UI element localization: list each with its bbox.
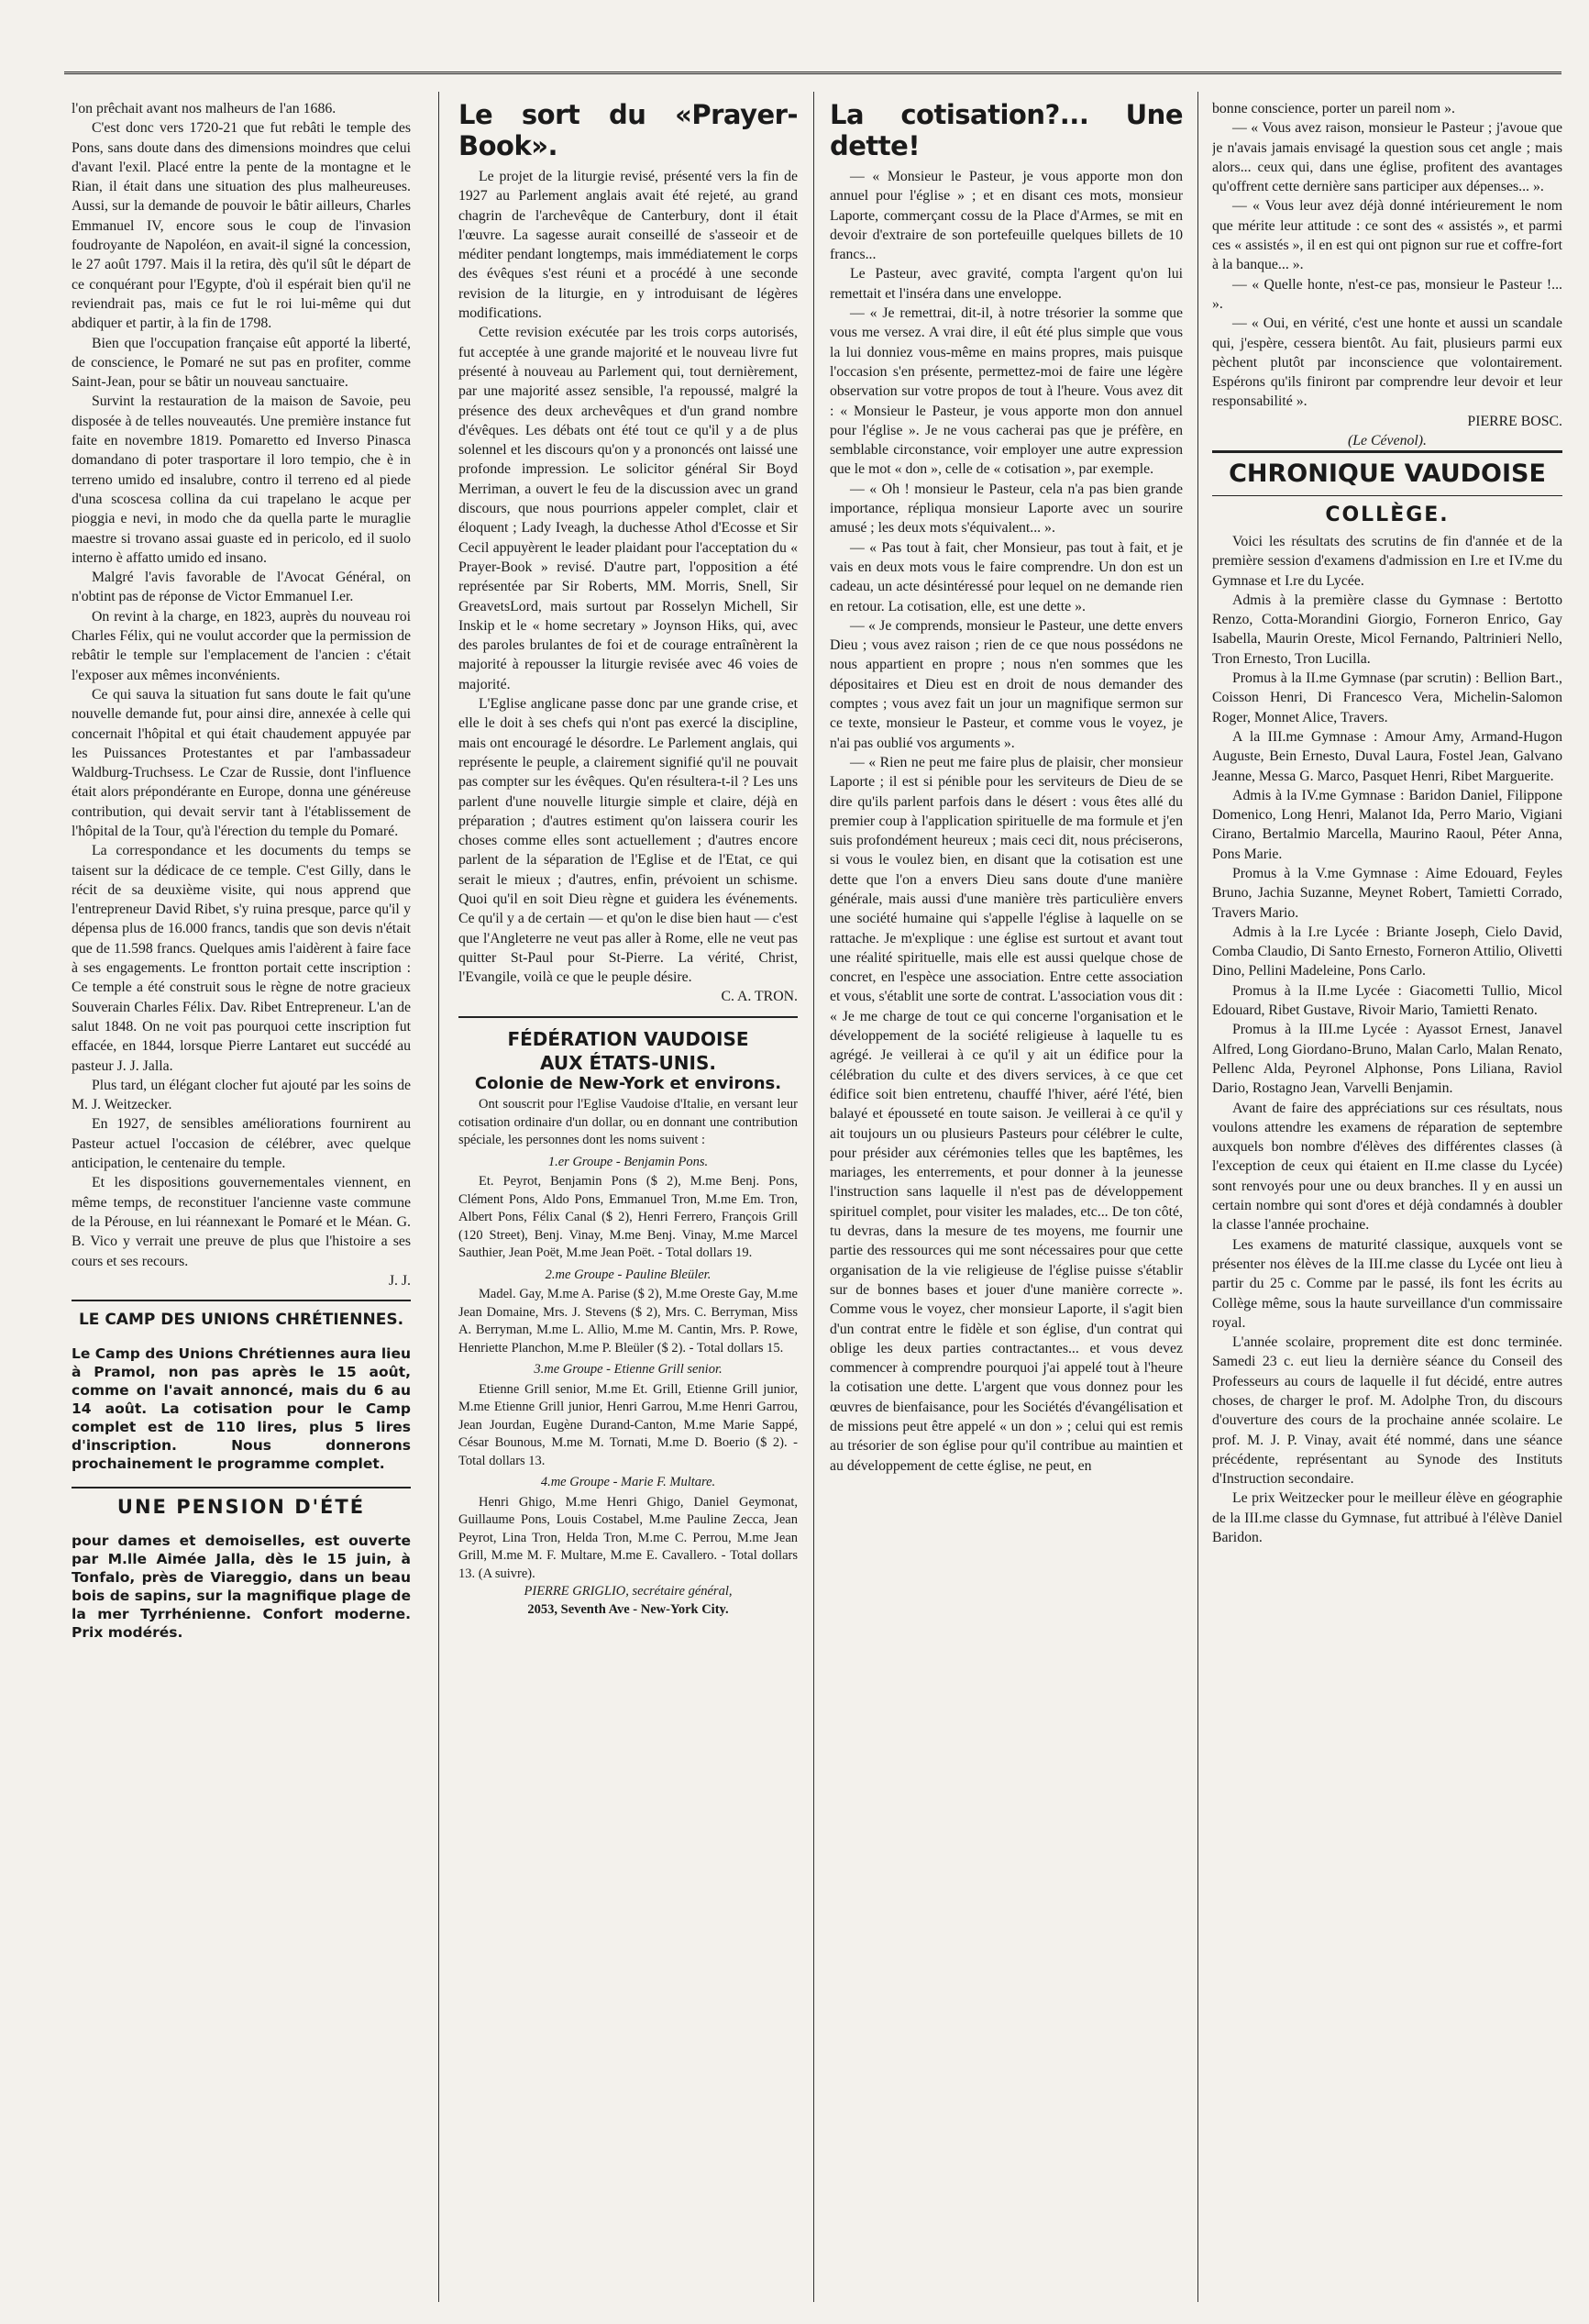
paragraph: Cette revision exécutée par les trois corps autorisés, fut acceptée à une grande majorité et le nouveau livre fut présenté à nouveau au Parlement qui, tout dernièrement, par une majorité assez sensible, l'a repoussé, malgré la présence des deux archevêques et d'un grand nombre d'évêques. Les débats ont été tout ce qu'il y a de plus solennel et les discours qu'on y a prononcés ont laissé une profonde impression. Le solicitor général Sir Boyd Merriman, a ouvert le feu de la discussion avec un grand discours, que nous pourrions appeler complet, clair et éloquent ; Lady Iveagh, la duchesse Athol d'Ecosse et Sir Cecil appuyèrent le leader plaidant pour l'acceptation du « Prayer-Book » revisé. D'autre part, l'opposition a été représentée par Sir Roberts, MM. Morris, Snell, Sir GreavetsLord, mais surtout par Rosselyn Michell, Sir Inskip et le « home secretary » Joynson Hiks, qui, avec des paroles brulantes de foi et de courage entraînèrent la majorité à repousser la liturgie revisée avec 46 voies de majorité. [458,325,798,692]
group-title: 3.me Groupe - Etienne Grill senior. [534,1362,723,1378]
paragraph: L'Eglise anglicane passe donc par une grande crise, et elle le doit à ses chefs qui n'ont pas exercé la discipline, mais ont encouragé le désordre. Le Parlement anglais, qui représente le peuple, a clairement signifié qu'il ne pouvait pas compter sur les évêques. Qu'en résultera-t-il ? Les uns parlent d'une nouvelle liturgie simple et claire, déjà en préparation ; d'autres estiment qu'on laissera courir les choses comme elles sont actuellement ; d'autres encore parlent de la séparation de l'Eglise et de l'Etat, ce qui serait le mieux ; d'autres, enfin, prévoient un schisme. Quoi qu'il en soit Dieu règne et guidera les événements. Ce qu'il y a de certain — et qu'on le dise bien haut — c'est que l'Angleterre ne veut pas aller à Rome, elle ne veut pas quitter St-Paul pour St-Pierre. La vérité, Christ, l'Evangile, voilà ce que le peuple désire. [458,696,798,986]
column-4 [1212,99,1562,2300]
paragraph: Admis à la I.re Lycée : Briante Joseph, Cielo David, Comba Claudio, Di Santo Ernesto, Forneron Attilio, Olivetti Dino, Pellini Madeleine, Pons Carlo. [1212,924,1562,979]
paragraph: Malgré l'avis favorable de l'Avocat Général, on n'obtint pas de réponse de Victor Emmanuel I.er. [72,570,411,605]
paragraph: — « Vous avez raison, monsieur le Pasteur ; j'avoue que je n'avais jamais envisagé la question sous cet angle ; mais alors... ceux qui, dans une église, profitent des avantages qu'offrent cette dernière sans participer aux dépenses... ». [1212,120,1562,195]
camp-text: Le Camp des Unions Chrétiennes aura lieu à Pramol, non pas après le 15 août, comme on l'avait annoncé, mais du 6 au 14 août. La cotisation pour le Camp complet est de 110 lires, plus 5 lires d'inscription. Nous donnerons prochainement le programme complet. [72,1345,411,1472]
federation-intro: Ont souscrit pour l'Eglise Vaudoise d'Italie, en versant leur cotisation ordinaire d'un dollar, ou en donnant une contribution spéciale, les personnes dont les noms suivent : [458,1097,798,1148]
paragraph: Les examens de maturité classique, auxquels vont se présenter nos élèves de la III.me classe du Lycée ont lieu à partir du 25 c. Comme par le passé, ils font les écrits au Collège même, sous la haute surveillance d'un commissaire royal. [1212,1236,1562,1331]
paragraph: L'année scolaire, proprement dite est donc terminée. Samedi 23 c. eut lieu la dernière séance du Conseil des Professeurs au cours de laquelle il fut décidé, entre autres choses, de charger le prof. M. Adolphe Tron, du discours d'ouverture des cours de la prochaine année scolaire. Le prof. M. J. P. Vinay, avait été nommé, dans une séance précédente, représentant au Synode des Instituts d'Instruction secondaire. [1212,1334,1562,1488]
federation-title: FÉDÉRATION VAUDOISE [507,1027,749,1050]
column-1 [72,99,411,2300]
chronique-header [1212,450,1562,495]
group-title: 4.me Groupe - Marie F. Multare. [540,1475,716,1490]
paragraph: — « Quelle honte, n'est-ce pas, monsieur le Pasteur !... ». [1212,276,1562,312]
article-signature: PIERRE BOSC. [1467,413,1562,429]
column-divider [438,92,439,2302]
paragraph: — « Monsieur le Pasteur, je vous apporte mon don annuel pour l'église » ; et en disant ces mots, monsieur Laporte, commerçant cossu de la Place d'Armes, se mit en devoir d'extraire de son portefeuille quelques billets de 10 francs... [830,169,1183,263]
article-signature: J. J. [388,1272,411,1289]
college-title: COLLÈGE. [1325,503,1450,526]
pension-ad [72,1498,411,1642]
paragraph: Promus à la III.me Lycée : Ayassot Ernest, Janavel Alfred, Long Giordano-Bruno, Malan Carlo, Malan Renato, Pellenc Alda, Peyronel Alphonse, Pons Liliana, Raviol Dario, Rostagno Jean, Varvelli Benjamin. [1212,1022,1562,1097]
group-title: 2.me Groupe - Pauline Bleüler. [545,1267,712,1282]
section-rule [72,1487,411,1488]
paragraph: Le projet de la liturgie revisé, présenté vers la fin de 1927 au Parlement anglais avait été rejeté, au grand chagrin de l'archevêque de Canterbury, dont il était l'œuvre. La sagesse aurait conseillé de s'asseoir et de méditer pendant longtemps, mais immédiatement le corps des évêques s'est réuni et a procédé à une seconde revision de la liturgie, en y introduisant de légères modifications. [458,169,798,322]
paragraph: Survint la restauration de la maison de Savoie, peu disposée à de telles nouveautés. Une première instance fut faite en novembre 1819. Pomaretto ed Inverso Pinasca domandano di poter trasportare il loro tempio, che è in terreno umido ed insalubre, contro il terreno ed al piede d'una scoscesa collina da cui trapelano le acque per pioggia e nevi, in modo che da quella parte le muraglie maestre si trovano assai guaste ed in pericolo, ed il suolo interno è affatto umido ed insano. [72,393,411,566]
column-divider [1197,92,1198,2302]
paragraph: — « Pas tout à fait, cher Monsieur, pas tout à fait, et je vais en deux mots vous le faire comprendre. Un don est un cadeau, un acte désintéressé pour lequel on ne demande rien en retour. La cotisation, elle, est une dette ». [830,539,1183,614]
section-rule [458,1016,798,1018]
paragraph: Admis à la première classe du Gymnase : Bertotto Renzo, Cotta-Morandini Giorgio, Forneron Enrico, Gay Isabella, Maurin Oreste, Micol Fernando, Paltrinieri Nello, Tron Ernesto, Tron Lucilla. [1212,592,1562,667]
paragraph: Et les dispositions gouvernementales viennent, en même temps, de reconstituer l'ancienne vaste commune de la Pérouse, en lui réannexant le Pomaré et le Méan. G. B. Vico y verrait une preuve de plus que l'histoire a ses cours et ses recours. [72,1175,411,1269]
camp-notice [72,1311,411,1473]
federation-signature: PIERRE GRIGLIO, secrétaire général, [524,1584,733,1599]
paragraph: Admis à la IV.me Gymnase : Baridon Daniel, Filippone Domenico, Long Henri, Malanot Ida, Perro Mario, Vigiani Cirano, Bertalmio Marcella, Maurino Raoul, Péter Anna, Pons Marie. [1212,787,1562,862]
column-divider [813,92,814,2302]
camp-title: LE CAMP DES UNIONS CHRÉTIENNES. [78,1311,404,1330]
paragraph: — « Je remettrai, dit-il, à notre trésorier la somme que vous me versez. A vrai dire, il eût été plus simple que vous la lui donniez vous-même en mains propres, mais puisque l'occasion s'en présente, permettez-moi de faire une légère observation sur votre propos de tout à l'heure. Vous avez dit : « Monsieur le Pasteur, je vous apporte mon don annuel pour l'église ». Je ne vous cacherai pas que je préfère, en semblable circonstance, voir employer une autre expression que le mot « don », celle de « cotisation », par exemple. [830,305,1183,478]
group-list: Et. Peyrot, Benjamin Pons ($ 2), M.me Benj. Pons, Clément Pons, Aldo Pons, Emmanuel Tron, M.me Em. Tron, Albert Pons, Félix Canal ($ 2), Henri Ferrero, François Grill (120 Street), Benj. Vinay, M.me Benj. Vinay, M.me Marcel Sauthier, Jean Poët, M.me Jean Poët. - Total dollars 19. [458,1174,798,1261]
paragraph: — « Oui, en vérité, c'est une honte et aussi un scandale qui, j'espère, cessera bientôt. Au fait, plusieurs parmi eux pèchent plutôt par inconscience que volontairement. Espérons qu'ils finiront par comprendre leur devoir et leur responsabilité ». [1212,315,1562,410]
paragraph: — « Je comprends, monsieur le Pasteur, une dette envers Dieu ; vous avez raison ; rien de ce que nous possédons ne nous appartient en propre ; nous n'en sommes que les dépositaires et Dieu est en droit de nous demander des comptes ; vous avez fait un jour un magnifique sermon sur ce texte, monsieur le Pasteur, et comme vous le voyez, je n'ai pas oublié vos arguments ». [830,617,1183,751]
chronique-title: CHRONIQUE VAUDOISE [1229,459,1546,489]
paragraph: l'on prêchait avant nos malheurs de l'an 1686. [72,101,337,116]
paragraph: En 1927, de sensibles améliorations fournirent au Pasteur actuel l'occasion de célébrer, avec quelque anticipation, le centenaire du temple. [72,1116,411,1172]
paragraph: Promus à la V.me Gymnase : Aime Edouard, Feyles Bruno, Jachia Suzanne, Meynet Robert, Tamietti Corrado, Travers Mario. [1212,865,1562,921]
pension-text: pour dames et demoiselles, est ouverte par M.lle Aimée Jalla, dès le 15 juin, à Tonfalo, près de Viareggio, dans un beau bois de sapins, sur la magnifique plage de la mer Tyrrhénienne. Confort moderne. Prix modérés. [72,1533,411,1642]
federation-title-2: AUX ÉTATS-UNIS. [540,1051,716,1074]
group-list: Henri Ghigo, M.me Henri Ghigo, Daniel Geymonat, Guillaume Pons, Louis Costabel, M.me Pauline Zecca, Jean Peyrot, Lina Tron, Helda Tron, M.me C. Perrou, M.me Jean Grill, M.me M. F. Multare, M.me E. Cavallero. - Total dollars 13. (A suivre). [458,1494,798,1581]
pension-title: UNE PENSION D'ÉTÉ [116,1496,366,1519]
paragraph: La correspondance et les documents du temps se taisent sur la dédicace de ce temple. C'est Gilly, dans le récit de sa deuxième visite, qui nous apprend que l'entrepreneur David Ribet, s'y ruina presque, parce qu'il y dépensa plus de 16.000 francs, tandis que son devis n'était que de 11.598 francs. Quelques amis l'aidèrent à faire face à ses engagements. Le frontton portait cette inscription : Ce temple a été construit sous le règne de notre gracieux Souverain Charles Félix. Dav. Ribet Entrepreneur. L'an de salut 1848. On ne voit pas pourquoi cette inscription fut effacée, en 1844, lorsque Pierre Lantaret eut succédé au pasteur J. J. Jalla. [72,843,411,1074]
federation-section [458,1027,798,1620]
group-list: Etienne Grill senior, M.me Et. Grill, Etienne Grill junior, M.me Etienne Grill junior, Henri Garrou, M.me Henri Garrou, Jean Jourdan, Eugène Durand-Canton, M.me Marie Sappé, César Bounous, M.me M. Tornati, M.me D. Boerio ($ 2). - Total dollars 13. [458,1381,798,1468]
group-title: 1.er Groupe - Benjamin Pons. [547,1154,709,1169]
section-rule [72,1300,411,1301]
paragraph: Plus tard, un élégant clocher fut ajouté par les soins de M. J. Weitzecker. [72,1077,411,1113]
paragraph: bonne conscience, porter un pareil nom ». [1212,101,1455,116]
article-source: (Le Cévenol). [1348,433,1427,449]
paragraph: — « Rien ne peut me faire plus de plaisir, cher monsieur Laporte ; il est si pénible pour les serviteurs de Dieu de se dire qu'ils parlent parfois dans le désert : vous êtes allé du premier coup à l'application spirituelle de ma formule et j'en suis profondément heureux ; mais ceci dit, nous préciserons, si vous le voulez bien, en disant que la cotisation est une dette que l'on a envers Dieu sans doute d'une manière générale, mais aussi d'une manière très particulière envers une société humaine qui s'appelle l'église à laquelle on se rattache. Je m'explique : une église est surtout et avant tout une réalité spirituelle, mais elle est aussi quelque chose de concret, en l'espèce une association. Entre cette association et vous, s'établit une sorte de contrat. L'association vous dit : « Je me charge de tout ce qui concerne l'organisation et le développement de la société religieuse à laquelle tu es agrégé. Je veillerai à ce qu'il y ait un édifice pour la célébration du culte et des divers services, à ce que cet édifice soit bien entretenu, chauffé l'hiver, aéré l'été, bien balayé et épousseté en toute saison. Je veillerai à ce qu'il y ait toujours un ou plusieurs Pasteurs pour célébrer le culte, pour présider aux cérémonies telles que les baptêmes, les mariages, les enterrements, et pour donner à la jeunesse l'instruction sans laquelle il n'est pas de développement spirituel complet, pour visiter les malades, etc... De ton côté, tu devras, dans la mesure de tes moyens, me fournir une partie des ressources qui me sont nécessaires pour que cette organisation de la vie religieuse de l'église puisse s'établir sur de bonnes bases et jouer d'une manière correcte ». Comme vous le voyez, cher monsieur Laporte, il s'agit bien d'un contrat entre le fidèle et son église, d'un contrat qui oblige les deux parties contractantes... et vous devez commencer à comprendre pourquoi j'ai appelé tout à l'heure la cotisation une dette. L'argent que vous donnez pour les œuvres de bienfaisance, pour les Sociétés d'évangélisation et de missions peut être appelé « un don » ; celui qui est remis au trésorier de son église pour qu'il contribue au maintien et au développement de cette église, ne peut, en [830,754,1183,1474]
article-signature: C. A. TRON. [721,989,798,1005]
article-title: Le sort du «Prayer-Book». [458,99,798,161]
paragraph: Voici les résultats des scrutins de fin d'année et de la première session d'examens d'admission en I.re et IV.me du Gymnase et I.re du Lycée. [1212,533,1562,589]
paragraph: — « Oh ! monsieur le Pasteur, cela n'a pas bien grande importance, répliqua monsieur Laporte avec un sourire amusé ; les deux mots s'équivalent... ». [830,481,1183,537]
federation-address: 2053, Seventh Ave - New-York City. [527,1601,729,1617]
article-title: La cotisation?... Une dette! [830,99,1183,161]
paragraph: Le prix Weitzecker pour le meilleur élève en géographie de la III.me classe du Gymnase, fut attribué à l'élève Daniel Baridon. [1212,1490,1562,1546]
top-rule [64,72,1561,74]
paragraph: A la III.me Gymnase : Amour Amy, Armand-Hugon Auguste, Bein Ernesto, Duval Laura, Fostel Jean, Galvano Jeanne, Messa G. Marco, Pasquet Henri, Ribet Marguerite. [1212,728,1562,784]
column-3 [830,99,1183,2300]
group-list: Madel. Gay, M.me A. Parise ($ 2), M.me Oreste Gay, M.me Jean Domaine, Mrs. J. Stevens ($ 2), Mrs. C. Berryman, Miss A. Berryman, M.me L. Allio, M.me M. Cantin, Mrs. P. Rowe, Henriette Planchon, M.me P. Bleüler ($ 2). - Total dollars 15. [458,1287,798,1356]
paragraph: Avant de faire des appréciations sur ces résultats, nous voulons attendre les examens de réparation de septembre auxquels bon nombre d'élèves des différentes classes (à l'exception de ceux qui étaient en II.me classe du Lycée) sont renvoyés pour une ou deux branches. Il y en aussi un certain nombre qui sont d'ores et déjà condamnés à doubler la classe l'année prochaine. [1212,1100,1562,1234]
paragraph: Ce qui sauva la situation fut sans doute le fait qu'une nouvelle demande fut, pour ainsi dire, annexée à celle qui concernait l'hôpital et qui était chaudement appuyée par les Puissances Protestantes et par l'ambassadeur Waldburg-Truchsess. Le Czar de Russie, dont l'influence était alors prépondérante en Europe, donna une généreuse contribution, qui devait servir tant à l'établissement de l'hôpital de la Tour, qu'à l'érection du temple du Pomaré. [72,686,411,839]
paragraph: Le Pasteur, avec gravité, compta l'argent qu'on lui remettait et l'inséra dans une enveloppe. [830,266,1183,302]
federation-subtitle: Colonie de New-York et environs. [474,1073,782,1093]
paragraph: Promus à la II.me Gymnase (par scrutin) : Bellion Bart., Coisson Henri, Di Francesco Vera, Michelin-Salomon Roger, Monnet Alice, Travers. [1212,670,1562,725]
paragraph: — « Vous leur avez déjà donné intérieurement le nom que mérite leur attitude : ce sont des « assistés », et parmi ces « assistés », il en est qui ont pignon sur rue et coffre-fort à la banque... ». [1212,198,1562,273]
column-2 [458,99,798,2300]
paragraph: Promus à la II.me Lycée : Giacometti Tullio, Micol Edouard, Ribet Gustave, Rivoir Mario, Tamietti Renato. [1212,982,1562,1019]
paragraph: Bien que l'occupation française eût apporté la liberté, de conscience, le Pomaré ne sut pas en profiter, comme Saint-Jean, pour se bâtir un nouveau sanctuaire. [72,335,411,391]
paragraph: C'est donc vers 1720-21 que fut rebâti le temple des Pons, sans doute dans des dimensions moindres que celui d'avant l'exil. Placé entre la pente de la montagne et le Rian, il était dans une situation des plus malheureuses. Aussi, sur la demande de pouvoir le bâtir ailleurs, Charles Emmanuel IV, encore sous le coup de l'invasion foudroyante de Napoléon, en avait-il signé la concession, le 27 août 1797. Mais il la retira, dès qu'il sût le départ de ce conquérant pour l'Egypte, d'où il espérait bien qu'il ne reviendrait pas, mais ce fut le roi lui-même qui dut abdiquer et partir, à la fin de 1798. [72,120,411,332]
paragraph: On revint à la charge, en 1823, auprès du nouveau roi Charles Félix, qui ne voulut accorder que la permission de rebâtir le temple sur l'emplacement de l'ancien : c'était l'exposer aux mêmes inconvénients. [72,608,411,683]
